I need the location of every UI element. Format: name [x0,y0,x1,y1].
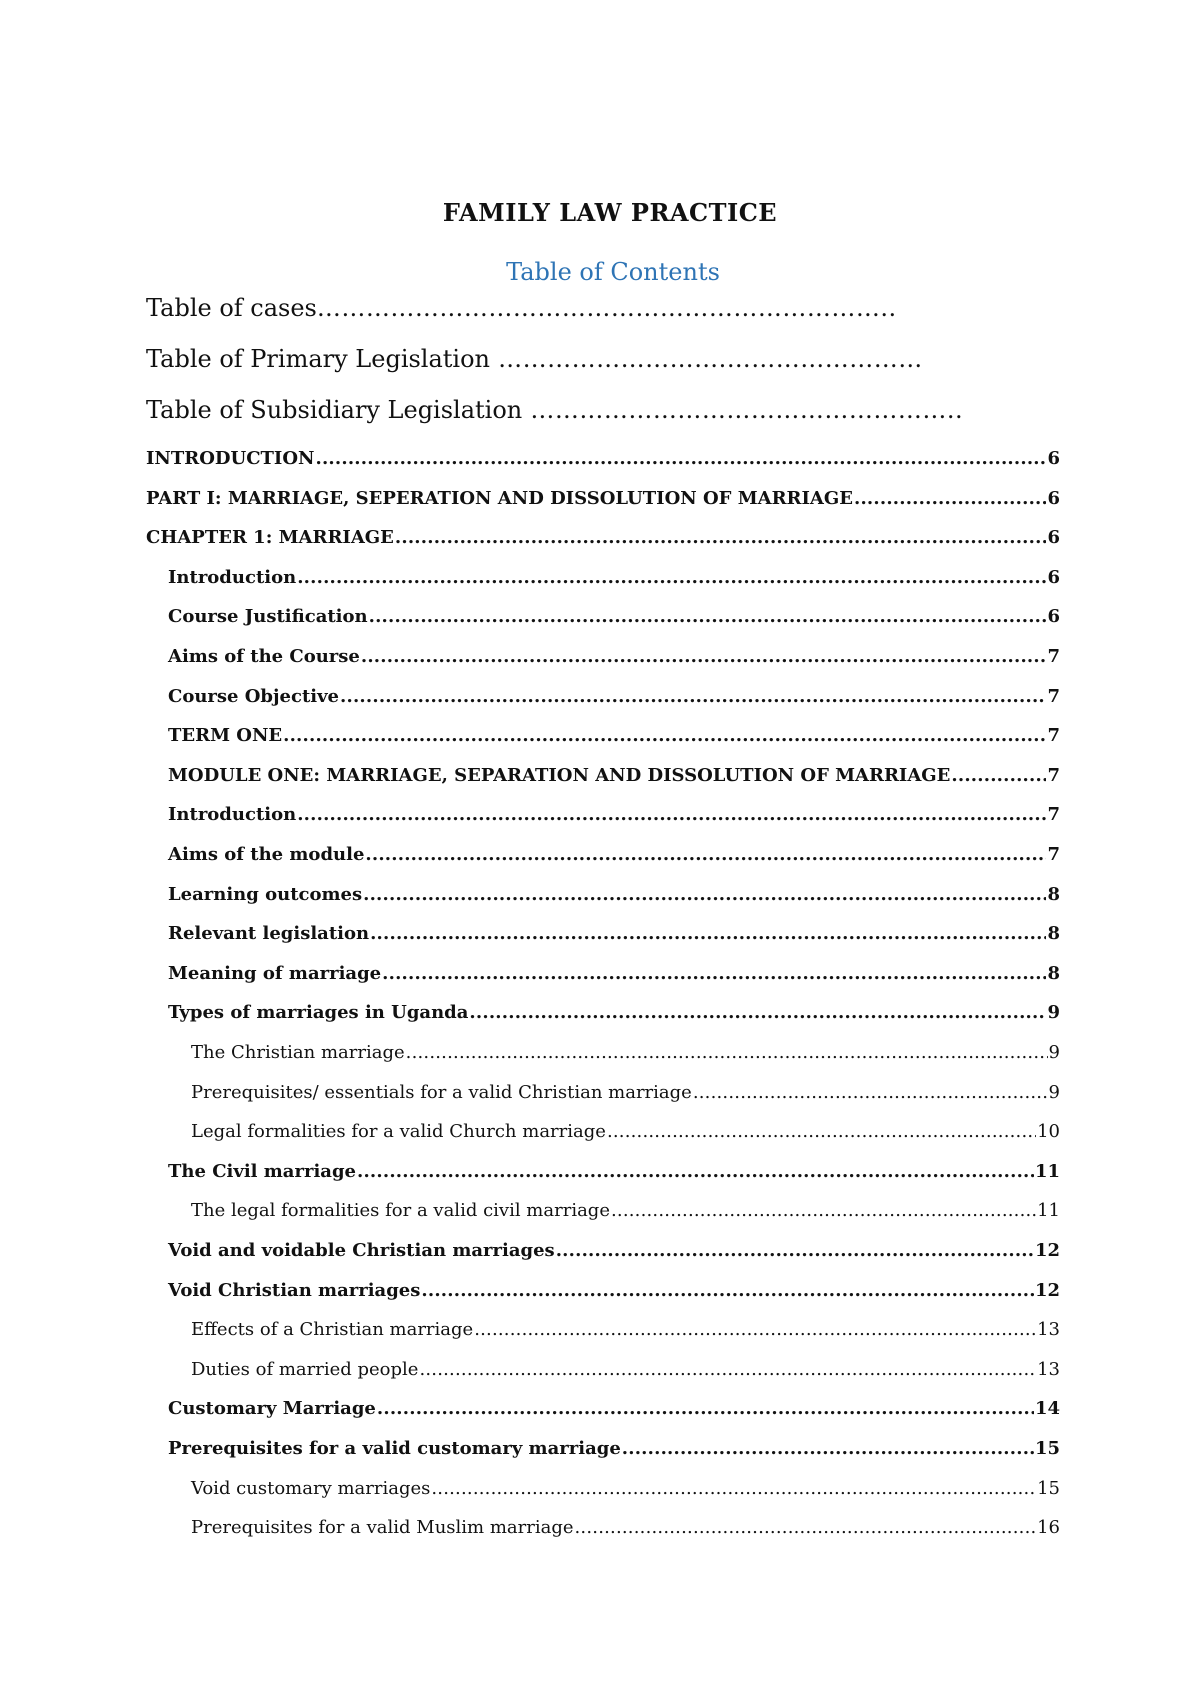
toc-page-number: 6 [1047,448,1060,469]
toc-dot-leader [357,1161,1034,1182]
toc-dot-leader [382,963,1046,984]
toc-entry-label: Aims of the module [168,844,365,865]
toc-leader: …………………………………………….. [522,396,964,424]
toc-entry-label: PART I: MARRIAGE, SEPERATION AND DISSOLUTION OF MARRIAGE [146,487,853,509]
toc-entry[interactable] [168,884,1060,914]
toc-entry[interactable] [168,1398,1060,1428]
toc-dot-leader [611,1200,1036,1221]
toc-dot-leader [395,527,1047,548]
toc-entry-label: Void and voidable Christian marriages [168,1240,555,1261]
toc-entry-label: TERM ONE [168,725,283,747]
toc-entry[interactable] [146,448,1060,478]
toc-dot-leader [474,1319,1036,1340]
toc-leader: …………………………………………………………….. [316,294,897,322]
toc-dot-leader [556,1240,1034,1261]
toc-entry-subsidiary-legislation[interactable] [146,396,963,424]
toc-entry-label: Duties of married people [191,1358,419,1380]
toc-dot-leader [406,1042,1048,1063]
toc-page-number: 14 [1034,1398,1060,1420]
toc-entry[interactable] [191,1082,1060,1112]
toc-page-number: 9 [1047,1002,1060,1024]
toc-heading: Table of Contents [506,258,720,286]
toc-entry[interactable] [168,765,1060,795]
toc-dot-leader [370,923,1046,944]
toc-dot-leader [361,646,1047,667]
toc-entry-label: Prerequisites for a valid Muslim marriage [191,1517,574,1539]
toc-entry-label: CHAPTER 1: MARRIAGE [146,527,394,549]
toc-entry-label: The Christian marriage [191,1042,405,1063]
toc-page-number: 13 [1037,1319,1060,1341]
toc-dot-leader [607,1121,1036,1142]
toc-entry-label: Course Justification [168,606,368,628]
toc-dot-leader [469,1002,1046,1023]
toc-entry[interactable] [191,1200,1060,1230]
toc-page-number: 7 [1047,685,1060,707]
toc-entry-label: The Civil marriage [168,1160,356,1182]
toc-entry-label: Table of Subsidiary Legislation [146,396,523,424]
toc-entry-label: Meaning of marriage [168,962,382,984]
toc-page-number: 7 [1047,646,1060,667]
toc-entry[interactable] [168,1161,1060,1191]
toc-dot-leader [297,567,1046,588]
toc-dot-leader [575,1517,1037,1538]
toc-dot-leader [369,606,1047,627]
toc-entry[interactable] [168,844,1060,874]
toc-dot-leader [854,488,1046,509]
toc-entry-label: Types of marriages in Uganda [168,1002,469,1024]
toc-entry[interactable] [168,606,1060,636]
toc-entry[interactable] [168,923,1060,953]
toc-entry-label: Introduction [168,566,297,588]
toc-dot-leader [365,844,1046,865]
toc-page-number: 13 [1037,1358,1060,1380]
toc-entry-label: Aims of the Course [168,646,360,667]
toc-entry[interactable] [168,646,1060,676]
toc-entry-label: Relevant legislation [168,923,370,945]
toc-entry[interactable] [168,567,1060,597]
toc-entry[interactable] [191,1319,1060,1349]
toc-page-number: 6 [1047,487,1060,509]
toc-entry[interactable] [146,488,1060,518]
toc-dot-leader [363,884,1046,905]
toc-page-number: 9 [1048,1042,1060,1063]
toc-dot-leader [377,1398,1034,1419]
toc-page-number: 6 [1047,606,1060,628]
toc-page-number: 15 [1037,1477,1060,1499]
toc-dot-leader [693,1082,1048,1103]
toc-page-number: 16 [1037,1517,1060,1539]
toc-entry[interactable] [168,725,1060,755]
toc-page-number: 7 [1047,764,1060,786]
toc-page-number: 7 [1047,725,1060,747]
toc-entry[interactable] [168,1438,1060,1468]
toc-dot-leader [283,725,1046,746]
toc-entry-label: The legal formalities for a valid civil marriage [191,1200,610,1222]
toc-entry-primary-legislation[interactable] [146,345,923,373]
toc-dot-leader [951,765,1046,786]
toc-entry-label: Prerequisites for a valid customary marriage [168,1438,621,1459]
toc-dot-leader [340,686,1046,707]
toc-entry-table-of-cases[interactable] [146,294,897,322]
toc-entry[interactable] [191,1517,1060,1547]
toc-entry[interactable] [168,1280,1060,1310]
toc-entry[interactable] [191,1042,1060,1072]
toc-page-number: 10 [1037,1121,1060,1143]
toc-dot-leader [421,1280,1034,1301]
toc-page-number: 8 [1047,923,1060,945]
toc-entry-label: Introduction [168,804,297,826]
toc-entry[interactable] [168,963,1060,993]
toc-entry[interactable] [191,1121,1060,1151]
toc-entry[interactable] [168,686,1060,716]
toc-entry[interactable] [168,1240,1060,1270]
toc-page-number: 9 [1048,1081,1060,1103]
toc-entry-label: Effects of a Christian marriage [191,1319,474,1341]
toc-page-number: 6 [1047,566,1060,588]
toc-page-number: 7 [1047,804,1060,826]
toc-entry-label: MODULE ONE: MARRIAGE, SEPARATION AND DISSOLUTION OF MARRIAGE [168,764,951,786]
toc-entry-label: Course Objective [168,685,340,707]
toc-entry-label: Customary Marriage [168,1398,376,1420]
toc-entry[interactable] [146,527,1060,557]
toc-page-number: 11 [1034,1160,1060,1182]
toc-entry-label: Void customary marriages [191,1477,431,1499]
toc-entry[interactable] [191,1359,1060,1389]
toc-dot-leader [316,448,1047,469]
toc-page-number: 11 [1037,1200,1060,1222]
toc-dot-leader [431,1478,1036,1499]
toc-page-number: 6 [1047,527,1060,549]
toc-dot-leader [297,804,1046,825]
toc-entry-label: Void Christian marriages [168,1279,421,1301]
toc-entry-label: Table of cases [146,294,317,322]
toc-dot-leader [419,1359,1036,1380]
toc-page-number: 15 [1034,1438,1060,1459]
toc-entry-label: Legal formalities for a valid Church marriage [191,1121,606,1143]
toc-entry[interactable] [168,804,1060,834]
toc-page-number: 12 [1034,1279,1060,1301]
toc-entry[interactable] [168,1002,1060,1032]
toc-entry-label: Learning outcomes [168,883,363,905]
toc-page-number: 8 [1047,962,1060,984]
toc-page-number: 8 [1047,883,1060,905]
toc-page-number: 7 [1047,844,1060,865]
toc-entry-label: Table of Primary Legislation [146,345,491,373]
toc-entry-label: INTRODUCTION [146,448,315,469]
toc-entry-label: Prerequisites/ essentials for a valid Christian marriage [191,1081,692,1103]
document-title: FAMILY LAW PRACTICE [442,198,778,227]
toc-leader: ……………………….…………………… [490,345,923,373]
toc-page-number: 12 [1034,1240,1060,1261]
toc-dot-leader [622,1438,1034,1459]
toc-entry[interactable] [191,1478,1060,1508]
